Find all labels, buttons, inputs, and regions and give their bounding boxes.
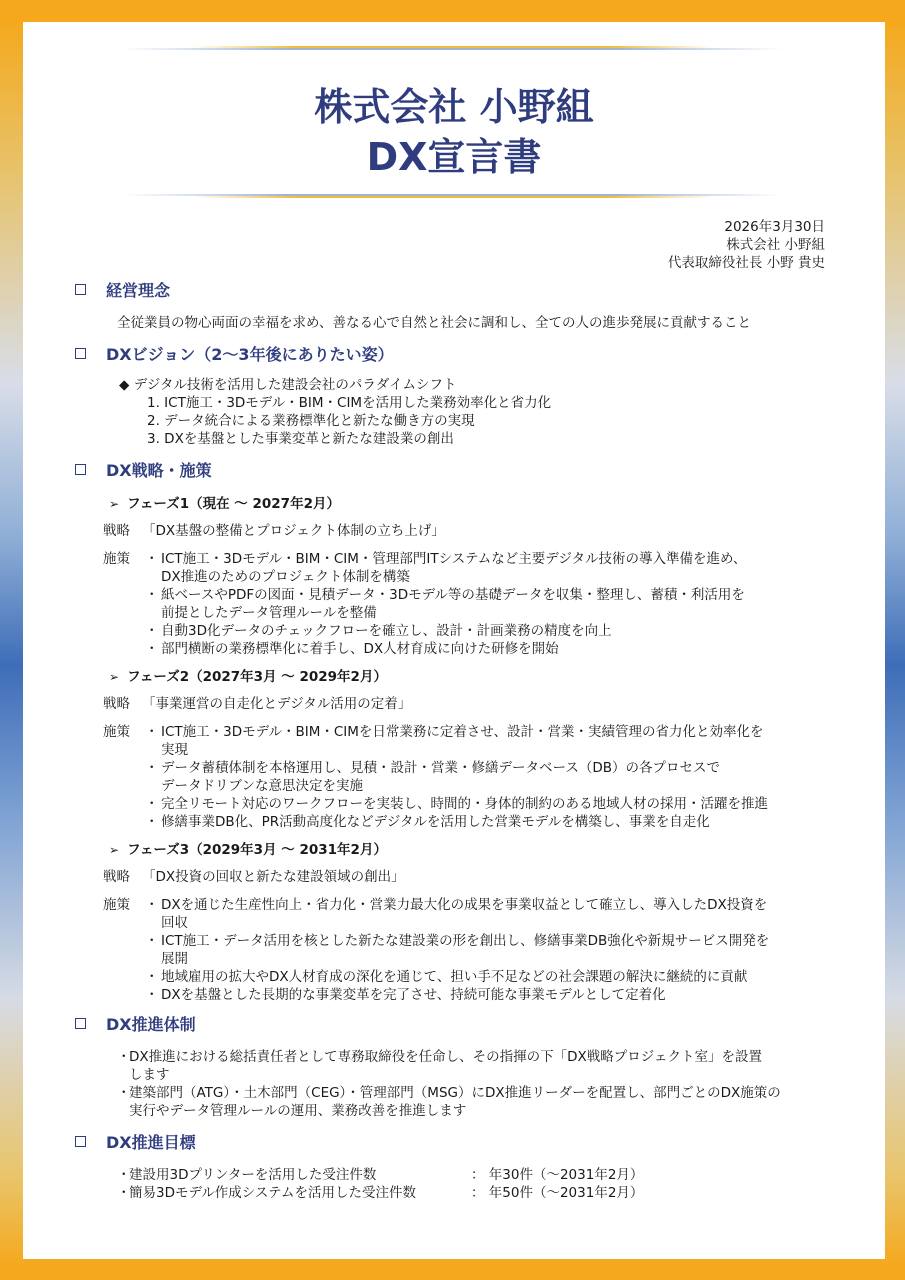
issue-date: 2026年3月30日 — [724, 219, 825, 235]
vision-item: 1. ICT施工・3Dモデル・BIM・CIMを活用した業務効率化と省力化 — [147, 395, 552, 411]
checkbox-square-icon — [75, 348, 86, 359]
issuer-company: 株式会社 小野組 — [726, 237, 825, 253]
phase-3-strategy: 「DX投資の回収と新たな建設領域の創出」 — [142, 869, 405, 885]
title-company: 株式会社 小野組 — [314, 85, 594, 129]
measure-label: 施策 — [103, 551, 130, 567]
section-structure-heading: DX推進体制 — [75, 1014, 196, 1036]
section-philosophy-heading: 経営理念 — [75, 280, 170, 302]
phase-2-title: ➢ フェーズ2（2027年3月 ～ 2029年2月） — [109, 669, 387, 685]
section-strategy-heading: DX戦略・施策 — [75, 460, 212, 482]
phase-1-strategy: 「DX基盤の整備とプロジェクト体制の立ち上げ」 — [142, 523, 445, 539]
strategy-label: 戦略 — [103, 869, 130, 885]
vision-lead: ◆ デジタル技術を活用した建設会社のパラダイムシフト — [119, 377, 457, 393]
issuer-signer: 代表取締役社長 小野 貴史 — [667, 255, 825, 271]
measure-label: 施策 — [103, 897, 130, 913]
phase-3-title: ➢ フェーズ3（2029年3月 ～ 2031年2月） — [109, 842, 387, 858]
section-vision-heading: DXビジョン（2～3年後にありたい姿） — [75, 344, 394, 366]
measure-label: 施策 — [103, 724, 130, 740]
bottom-decorative-rule — [123, 194, 783, 198]
target-value: ： 年50件（～2031年2月） — [471, 1185, 644, 1201]
target-value: ： 年30件（～2031年2月） — [471, 1167, 644, 1183]
checkbox-square-icon — [75, 1018, 86, 1029]
phase-1-title: ➢ フェーズ1（現在 ～ 2027年2月） — [109, 496, 340, 512]
title-document: DX宣言書 — [366, 135, 542, 179]
diamond-bullet-icon: ◆ — [119, 377, 134, 393]
phase-2-strategy: 「事業運営の自走化とデジタル活用の定着」 — [142, 696, 412, 712]
strategy-label: 戦略 — [103, 696, 130, 712]
checkbox-square-icon — [75, 284, 86, 295]
vision-item: 2. データ統合による業務標準化と新たな働き方の実現 — [147, 413, 475, 429]
top-decorative-rule — [123, 46, 783, 50]
issuer-block — [668, 218, 825, 272]
arrow-bullet-icon: ➢ — [109, 497, 120, 511]
strategy-label: 戦略 — [103, 523, 130, 539]
arrow-bullet-icon: ➢ — [109, 843, 120, 857]
section-targets-heading: DX推進目標 — [75, 1132, 196, 1154]
checkbox-square-icon — [75, 464, 86, 475]
arrow-bullet-icon: ➢ — [109, 670, 120, 684]
vision-item: 3. DXを基盤とした事業変革と新たな建設業の創出 — [147, 431, 454, 447]
philosophy-text: 全従業員の物心両面の幸福を求め、善なる心で自然と社会に調和し、全ての人の進歩発展に貢献すること — [117, 315, 751, 331]
document-sheet: 株式会社 小野組 DX宣言書 2026年3月30日 株式会社 小野組 代表取締役社長 小野 貴史 経営理念 全従業員の物心両面の幸福を求め、善なる心で自然と社会に調和し、全ての人の進歩発展に貢献すること DXビジョン（2～3年後にありたい姿） ◆ デジタル技術を活用した建設会社のパラダイムシフト 1. ICT施工・3Dモデル・BIM・CIMを活用した業務効率化と省力化 2. データ統合による業務標準化と新たな働き方の実現 3. DXを基盤とした事業変革と新たな建設業の創出 DX戦略・施策 ➢ フェーズ1（現在 ～ 2027年2月） 戦略 「DX基盤の整備とプロジェクト体制の立ち上げ」 施策 ・ ICT施工・3Dモデル・BIM・CIM・管理部門ITシステムなど主要デジタル技術の導入準備を進め、 DX推進のためのプロジェクト体制を構築 ・ 紙ベースやPDFの図面・見積データ・3Dモデル等の基礎データを収集・整理し、蓄積・利活用を 前提としたデータ管理ルールを整備 ・ 自動3D化データのチェックフローを確立し、設計・計画業務の精度を向上 ・ 部門横断の業務標準化に着手し、DX人材育成に向けた研修を開始 ➢ フェーズ2（2027年3月 ～ 2029年2月） 戦略 「事業運営の自走化とデジタル活用の定着」 施策 ・ ICT施工・3Dモデル・BIM・CIMを日常業務に定着させ、設計・営業・実績管理の省力化と効率化を 実現 ・ データ蓄積体制を本格運用し、見積・設計・営業・修繕データベース（DB）の各プロセスで データドリブンな意思決定を実施 ・ 完全リモート対応のワークフローを実装し、時間的・身体的制約のある地域人材の採用・活躍を推進 ・ 修繕事業DB化、PR活動高度化などデジタルを活用した営業モデルを構築し、事業を自走化 ➢ フェーズ3（2029年3月 ～ 2031年2月） 戦略 「DX投資の回収と新たな建設領域の創出」 施策 ・ DXを通じた生産性向上・省力化・営業力最大化の成果を事業収益として確立し、導入したDX投資を 回収 ・ ICT施工・データ活用を核とした新たな建設業の形を創出し、修繕事業DB強化や新規サービス開発を 展開 ・ 地域雇用の拡大やDX人材育成の深化を通じて、担い手不足などの社会課題の解決に継続的に貢献 ・ DXを基盤とした長期的な事業変革を完了させ、持続可能な事業モデルとして定着化 DX推進体制 ・ DX推進における総括責任者として専務取締役を任命し、その指揮の下「DX戦略プロジェクト室」を設置 します ・ 建築部門（ATG）・土木部門（CEG）・管理部門（MSG）にDX推進リーダーを配置し、部門ごとのDX施策の 実行やデータ管理ルールの運用、業務改善を推進します DX推進目標 ・ 建設用3Dプリンターを活用した受注件数 ： 年30件（～2031年2月） ・ 簡易3Dモデル作成システムを活用した受注件数 ： 年50件（～2031年2月） — [23, 22, 885, 1259]
checkbox-square-icon — [75, 1136, 86, 1147]
